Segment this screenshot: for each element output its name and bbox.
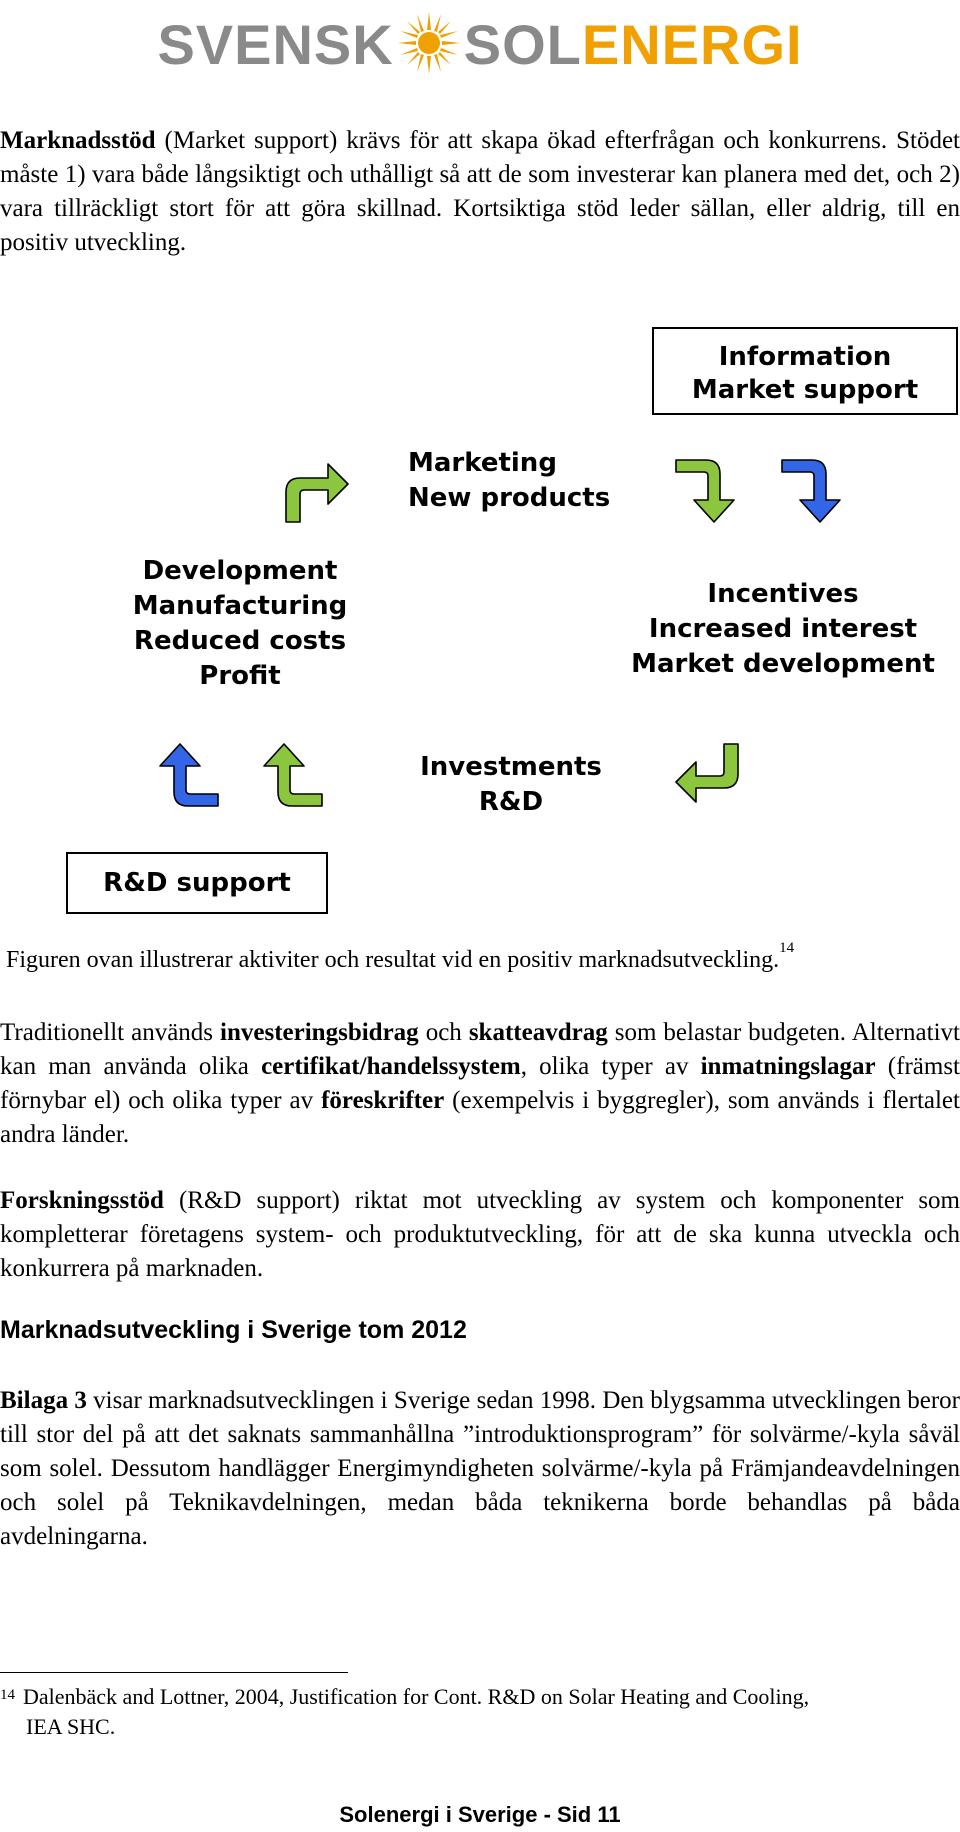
figure-caption	[6, 940, 795, 974]
paragraph-forskningsstod	[0, 1184, 960, 1286]
p2-bold-2: skatteavdrag	[468, 1019, 608, 1046]
rd-support-box	[66, 852, 328, 914]
p2-text-4: , olika typer av	[520, 1053, 701, 1080]
development-line4: Profit	[199, 661, 281, 691]
sun-icon	[396, 10, 462, 76]
svensk-solenergi-logo	[0, 10, 960, 82]
green-left-up-arrow-icon	[256, 740, 326, 810]
p3-text: (R&D support) riktat mot utveckling av system och komponenter som kompletterar företagens system- och produktutveckling, för att de ska kunna utveckla och konkurrera på marknaden.	[0, 1187, 960, 1282]
top-box-line1: Information	[718, 342, 892, 372]
page-footer: Solenergi i Sverige - Sid 11	[339, 1802, 621, 1827]
rd-support-text: R&D support	[103, 868, 291, 898]
incentives-line3: Market development	[631, 649, 935, 679]
development-line2: Manufacturing	[132, 591, 348, 621]
logo-text-svensk: SVENSK	[157, 13, 394, 76]
green-up-right-arrow-icon	[282, 456, 352, 526]
p2-text-1: Traditionellt används	[0, 1019, 221, 1046]
marketing-line2: New products	[408, 483, 611, 513]
p2-text-5: (främst förnybar el) och olika typer av	[0, 1053, 960, 1114]
investments-label	[400, 750, 622, 820]
development-line3: Reduced costs	[133, 626, 347, 656]
information-market-support-box	[652, 327, 958, 415]
intro-paragraph	[0, 124, 960, 260]
footnote-ref[interactable]: 14	[779, 940, 795, 956]
p2-bold-3: certifikat/handelssystem	[261, 1053, 521, 1080]
footnote-line2: IEA SHC.	[26, 1714, 116, 1739]
caption-text: Figuren ovan illustrerar aktiviter och resultat vid en positiv marknadsutveckling.	[6, 947, 780, 973]
p2-text-6: (exempelvis i byggregler), som används i flertalet andra länder.	[0, 1087, 960, 1148]
top-box-line2: Market support	[691, 375, 919, 405]
incentives-label	[618, 577, 948, 682]
logo-text-energi: ENERGI	[581, 13, 803, 76]
intro-term: Marknadsstöd	[0, 127, 156, 154]
marketing-line1: Marketing	[408, 448, 557, 478]
green-right-down-arrow-icon	[674, 456, 744, 526]
logo-text-sol: SOL	[463, 13, 582, 76]
p3-term: Forskningsstöd	[0, 1187, 164, 1214]
p4-term[interactable]: Bilaga 3	[0, 1387, 87, 1414]
footnote-divider	[0, 1672, 348, 1673]
p2-bold-1: investeringsbidrag	[220, 1019, 419, 1046]
development-label	[110, 554, 370, 694]
paragraph-bilaga	[0, 1384, 960, 1554]
green-down-left-arrow-icon	[672, 740, 742, 810]
footnote-number: 14	[0, 1687, 15, 1703]
incentives-line1: Incentives	[707, 579, 859, 609]
p2-text-3: som belastar budgeten. Alternativt kan man använda olika	[0, 1019, 960, 1080]
footnote	[0, 1682, 920, 1742]
section-heading: Marknadsutveckling i Sverige tom 2012	[0, 1316, 467, 1344]
development-line1: Development	[142, 556, 338, 586]
investments-line1: Investments	[420, 752, 602, 782]
paragraph-traditionellt	[0, 1016, 960, 1152]
intro-text: (Market support) krävs för att skapa ökad efterfrågan och konkurrens. Stödet måste 1) vara både långsiktigt och uthålligt så att de som investerar kan planera med det, och 2) vara tillräckligt stort för att göra skillnad. Kortsiktiga stöd leder sällan, eller aldrig, till en positiv utveckling.	[0, 127, 960, 256]
p2-bold-4: inmatningslagar	[700, 1053, 876, 1080]
p2-text-2: och	[418, 1019, 469, 1046]
blue-right-down-arrow-icon	[780, 456, 850, 526]
marketing-label	[408, 446, 610, 516]
p4-text: visar marknadsutvecklingen i Sverige sedan 1998. Den blygsamma utvecklingen beror till stor del på att det saknats sammanhållna ”introduktionsprogram” för solvärme/-kyla såväl som solel. Dessutom handlägger Energimyndigheten solvärme/-kyla på Främjandeavdelningen och solel på Teknikavdelningen, medan båda teknikerna borde behandlas på båda avdelningarna.	[0, 1387, 960, 1550]
incentives-line2: Increased interest	[648, 614, 918, 644]
investments-line2: R&D	[478, 787, 544, 817]
footnote-line1: Dalenbäck and Lottner, 2004, Justification for Cont. R&D on Solar Heating and Cooling,	[23, 1684, 810, 1709]
blue-left-up-arrow-icon	[152, 740, 222, 810]
p2-bold-5: föreskrifter	[321, 1087, 445, 1114]
